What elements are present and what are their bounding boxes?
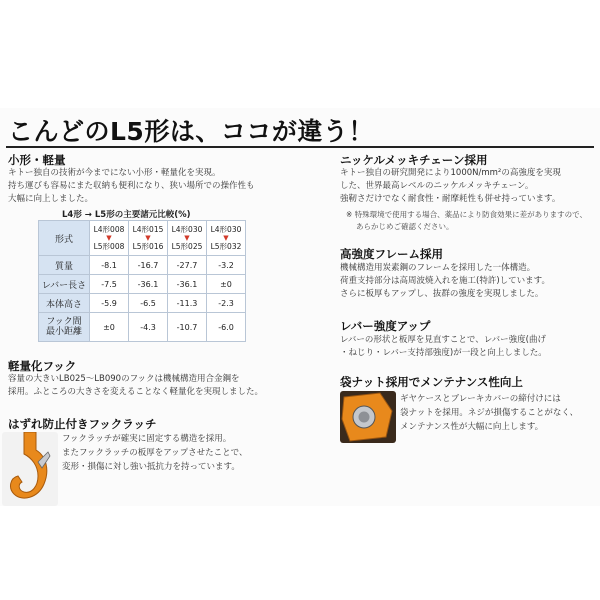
table-cell: -10.7 [168,313,207,342]
down-arrow-icon: ▼ [145,233,151,242]
model-from: L4形015 [132,224,164,234]
hook-latch-photo [2,432,58,506]
compact-line: 大幅に向上しました。 [8,194,94,204]
model-from: L4形030 [210,224,242,234]
table-row [39,275,246,294]
note-line: あらかじめご確認ください。 [356,221,454,231]
row-label: 質量 [39,256,90,275]
table-row [39,313,246,342]
latch-heading: はずれ防止付きフックラッチ [8,417,157,431]
model-to: L5形008 [93,241,125,251]
compact-text [8,167,255,206]
table-cell: -6.0 [207,313,246,342]
row-label: レバー長さ [39,275,90,294]
hook-text [8,373,263,399]
chain-text [340,167,561,206]
note-line: ※ 特殊環境で使用する場合、薬品により防食効果に差がありますので、 [346,210,588,219]
row-label: 本体高さ [39,294,90,313]
compact-line: キトー独自の技術が今までにない小形・軽量化を実現。 [8,168,221,178]
nut-line: 袋ナットを採用。ネジが損傷することがなく、 [400,408,579,418]
lever-line: レバーの形状と板厚を見直すことで、レバー強度(曲げ [340,335,546,345]
row-label-line: 最小距離 [45,327,82,337]
table-cell: -8.1 [90,256,129,275]
column-header [129,221,168,256]
chain-line: キトー独自の研究開発により1000N/mm²の高強度を実現 [340,168,561,178]
table-cell: ±0 [207,275,246,294]
table-cell: -11.3 [168,294,207,313]
hook-line: 容量の大きいLB025～LB090のフックは機械構造用合金鋼を [8,374,240,384]
down-arrow-icon: ▼ [184,233,190,242]
chain-line: 強靭さだけでなく耐食性・耐摩耗性も併せ持っています。 [340,194,561,204]
table-row [39,256,246,275]
cap-nut-icon [340,391,396,443]
lever-line: ・ねじり・レバー支持部強度)が一段と向上しました。 [340,348,547,358]
table-cell: -16.7 [129,256,168,275]
model-to: L5形032 [210,241,242,251]
table-cell: -27.7 [168,256,207,275]
table-caption: L4形 → L5形の主要諸元比較(%) [62,210,191,220]
frame-heading: 高強度フレーム採用 [340,247,444,261]
chain-heading: ニッケルメッキチェーン採用 [340,153,488,167]
table-cell: -36.1 [129,275,168,294]
column-header [90,221,129,256]
lever-text [340,334,547,360]
nut-line: ギヤケースとブレーキカバーの締付けには [400,394,561,404]
table-cell: -3.2 [207,256,246,275]
table-cell: -4.3 [129,313,168,342]
compact-line: 持ち運びも容易にまた収納も便利になり、狭い場所での操作性も [8,181,255,191]
nut-heading: 袋ナット採用でメンテナンス性向上 [340,375,523,389]
frame-text [340,262,550,301]
model-header: 形式 [39,221,90,256]
model-to: L5形025 [171,241,203,251]
table-cell: -2.3 [207,294,246,313]
down-arrow-icon: ▼ [106,233,112,242]
table-cell: -7.5 [90,275,129,294]
model-to: L5形016 [132,241,164,251]
down-arrow-icon: ▼ [223,233,229,242]
row-label-line: フック間 [46,317,82,327]
latch-line: フックラッチが確実に固定する構造を採用。 [62,434,232,444]
table-cell: -6.5 [129,294,168,313]
cap-nut-photo [340,391,396,443]
hook-latch-icon [2,432,58,506]
lever-heading: レバー強度アップ [340,319,431,333]
table-cell: -36.1 [168,275,207,294]
table-row [39,294,246,313]
model-from: L4形030 [171,224,203,234]
model-from: L4形008 [93,224,125,234]
spec-comparison-table [38,220,246,342]
column-header [207,221,246,256]
frame-line: さらに板厚もアップし、抜群の強度を実現しました。 [340,289,544,299]
table-cell: ±0 [90,313,129,342]
hook-heading: 軽量化フック [8,359,77,373]
compact-heading: 小形・軽量 [8,153,66,167]
page-title: こんどのL5形は、ココが違う！ [8,117,374,146]
table-header-row [39,221,246,256]
column-header [168,221,207,256]
frame-line: 機械構造用炭素鋼のフレームを採用した一体構造。 [340,263,536,273]
latch-line: 変形・損傷に対し強い抵抗力を持っています。 [62,462,240,472]
nut-line: メンテナンス性が大幅に向上します。 [400,422,544,432]
row-label [39,313,90,342]
table-cell: -5.9 [90,294,129,313]
latch-text [62,432,247,474]
hook-line: 採用。ふところの大きさを変えることなく軽量化を実現しました。 [8,387,264,397]
title-underline [6,146,594,148]
latch-line: またフックラッチの板厚をアップさせたことで、 [62,448,248,458]
chain-note [346,209,587,232]
frame-line: 荷重支持部分は高周波焼入れを施工(特許)しています。 [340,276,550,286]
chain-line: した、世界最高レベルのニッケルメッキチェーン。 [340,181,534,191]
nut-text [400,392,578,434]
